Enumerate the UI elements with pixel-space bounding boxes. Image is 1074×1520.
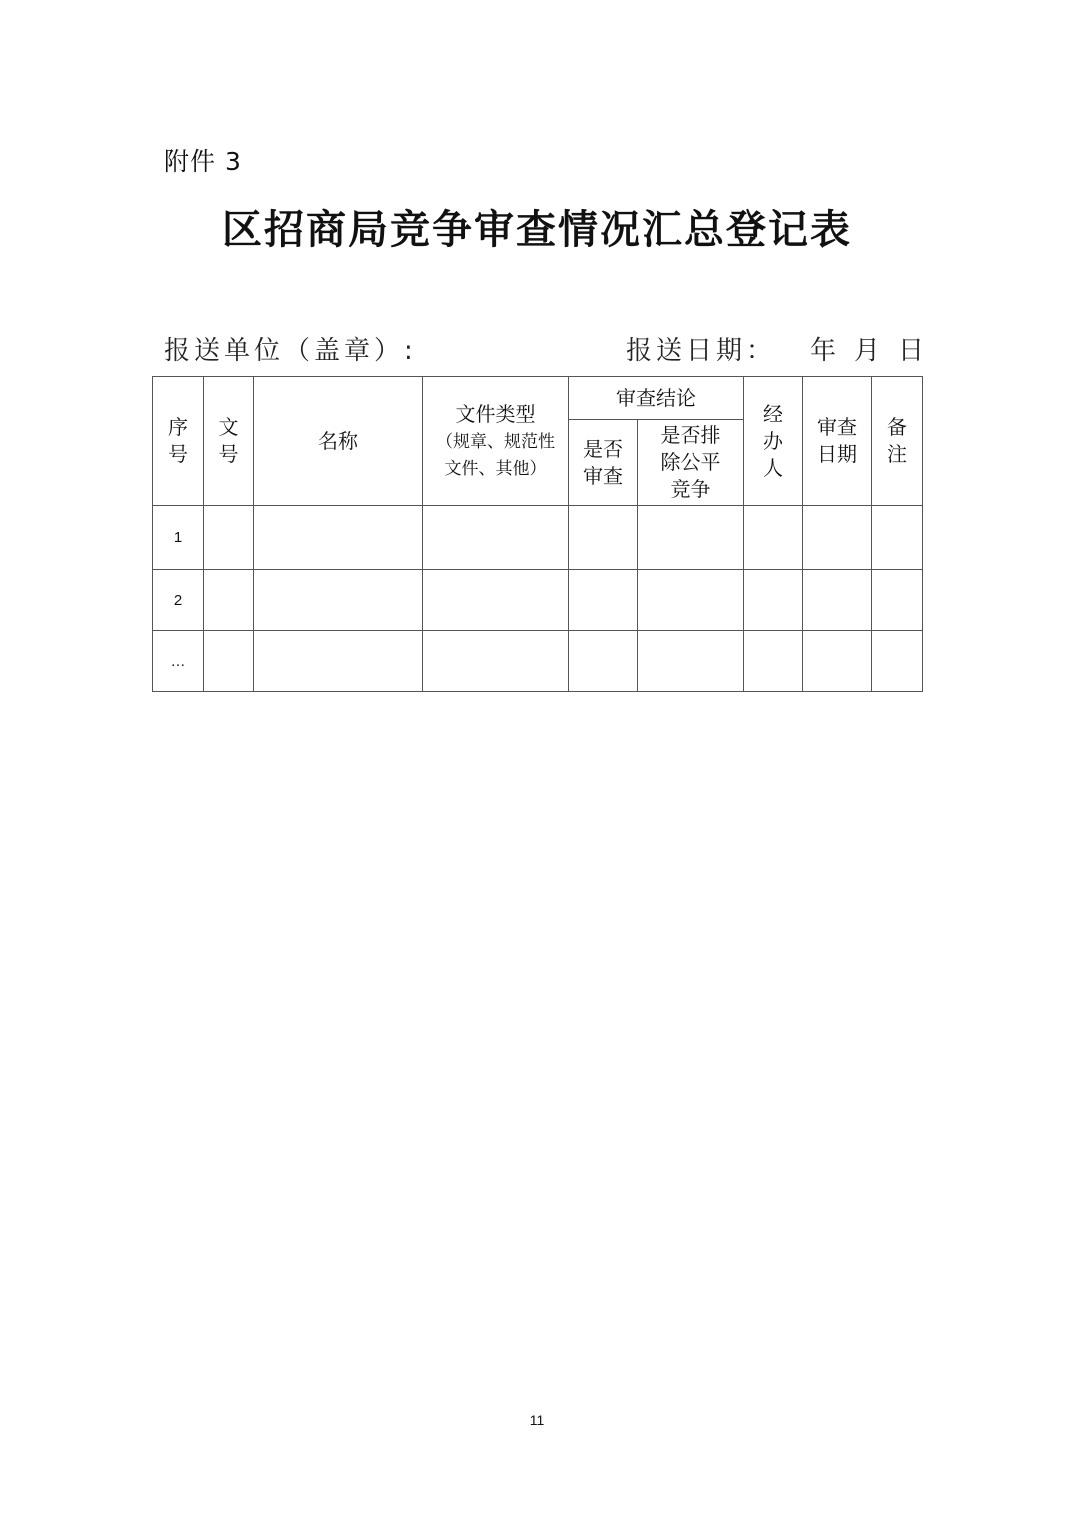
cell-remarks[interactable] [872, 631, 923, 692]
row-seq: 2 [153, 570, 204, 631]
year-label: 年 [810, 336, 841, 366]
header-file-type-sub1: （规章、规范性 [436, 432, 555, 452]
row-seq: … [153, 631, 204, 692]
cell-handler[interactable] [744, 570, 803, 631]
header-remarks-line2: 注 [887, 442, 907, 466]
header-review-date-line2: 日期 [817, 442, 857, 466]
header-excludes-competition [638, 420, 744, 506]
cell-doc-no[interactable] [204, 631, 254, 692]
header-conclusion: 审查结论 [569, 377, 744, 420]
header-seq [153, 377, 204, 506]
header-reviewed [569, 420, 638, 506]
header-review-date-line1: 审查 [817, 415, 857, 439]
day-label: 日 [898, 336, 929, 366]
cell-doc-no[interactable] [204, 506, 254, 570]
header-file-type-sub2: 文件、其他） [444, 459, 547, 479]
table-row [153, 631, 923, 692]
header-review-date [803, 377, 872, 506]
date-label: 报送日期： [626, 336, 777, 366]
cell-review-date[interactable] [803, 506, 872, 570]
cell-name[interactable] [254, 570, 423, 631]
header-seq-line1: 序 [168, 415, 188, 439]
review-register-table [152, 376, 923, 692]
page-number: 11 [529, 1412, 545, 1428]
header-reviewed-line1: 是否 [583, 436, 623, 461]
submission-date [626, 330, 928, 367]
cell-reviewed[interactable] [569, 506, 638, 570]
cell-remarks[interactable] [872, 506, 923, 570]
cell-name[interactable] [254, 631, 423, 692]
cell-review-date[interactable] [803, 631, 872, 692]
header-handler-line3: 人 [763, 455, 783, 480]
submitting-unit-label: 报送单位（盖章）: [164, 336, 417, 366]
header-doc-no [204, 377, 254, 506]
cell-review-date[interactable] [803, 570, 872, 631]
header-exclude-line1: 是否排 [660, 423, 721, 447]
cell-handler[interactable] [744, 506, 803, 570]
cell-handler[interactable] [744, 631, 803, 692]
header-reviewed-line2: 审查 [583, 463, 623, 488]
page-title: 区招商局竞争审查情况汇总登记表 [222, 206, 852, 253]
table-row [153, 506, 923, 570]
cell-file-type[interactable] [423, 506, 569, 570]
cell-remarks[interactable] [872, 570, 923, 631]
header-handler-line1: 经 [763, 401, 783, 426]
header-handler-line2: 办 [763, 428, 783, 453]
header-remarks [872, 377, 923, 506]
cell-reviewed[interactable] [569, 631, 638, 692]
header-handler [744, 377, 803, 506]
cell-file-type[interactable] [423, 570, 569, 631]
cell-excludes-competition[interactable] [638, 570, 744, 631]
header-doc-no-line2: 号 [218, 442, 239, 466]
cell-reviewed[interactable] [569, 570, 638, 631]
attachment-label: 附件 3 [164, 147, 242, 176]
month-label: 月 [854, 336, 885, 366]
header-remarks-line1: 备 [887, 415, 907, 439]
cell-excludes-competition[interactable] [638, 631, 744, 692]
cell-file-type[interactable] [423, 631, 569, 692]
header-file-type [423, 377, 569, 506]
table-row [153, 570, 923, 631]
header-exclude-line2: 除公平 [660, 450, 721, 474]
cell-doc-no[interactable] [204, 570, 254, 631]
header-file-type-main: 文件类型 [455, 402, 536, 426]
cell-excludes-competition[interactable] [638, 506, 744, 570]
cell-name[interactable] [254, 506, 423, 570]
header-seq-line2: 号 [168, 442, 188, 466]
row-seq: 1 [153, 506, 204, 570]
header-exclude-line3: 竞争 [670, 477, 711, 501]
header-name: 名称 [254, 377, 423, 506]
header-doc-no-line1: 文 [218, 415, 239, 439]
